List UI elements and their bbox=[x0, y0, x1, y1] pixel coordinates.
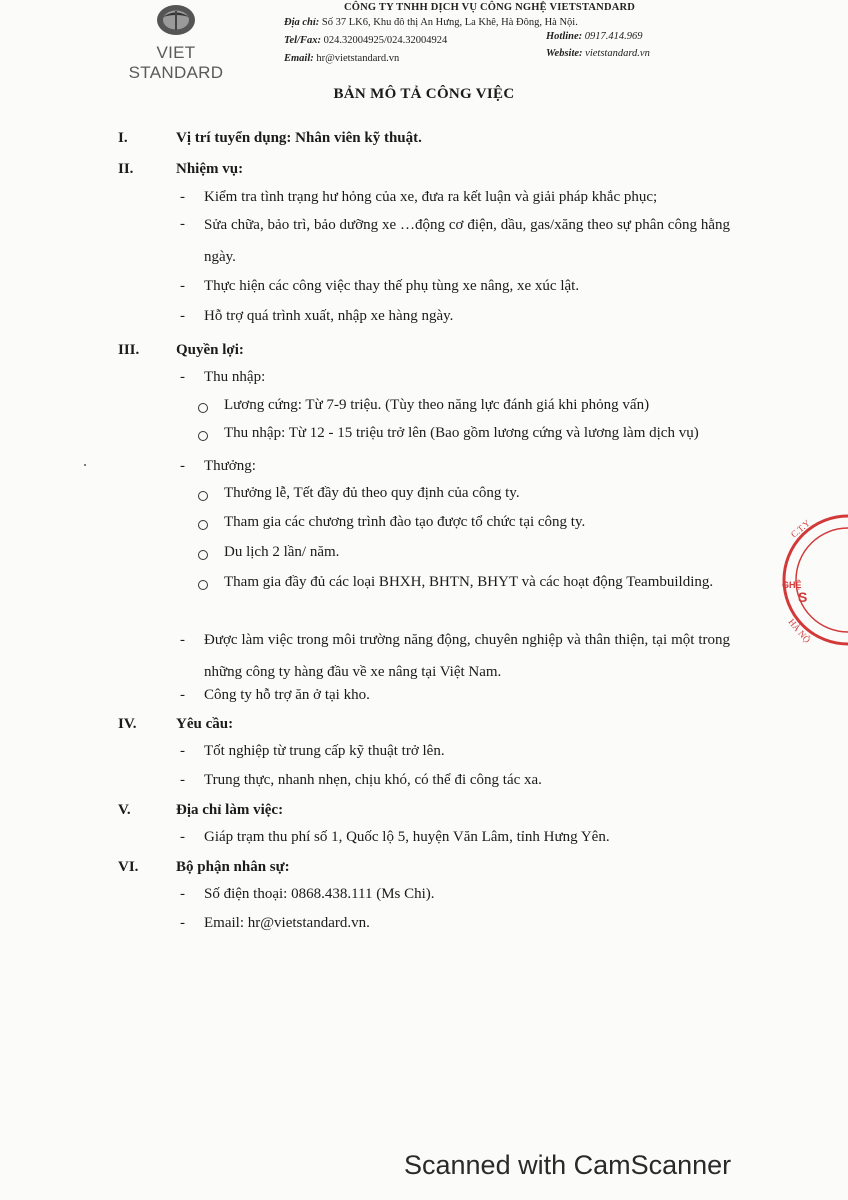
section-title-hr: Bộ phận nhân sự: bbox=[176, 859, 290, 875]
sub-item: Du lịch 2 lần/ năm. bbox=[224, 544, 340, 560]
list-item-income: Thu nhập: bbox=[204, 369, 266, 385]
svg-text:S: S bbox=[798, 589, 808, 605]
email-line: Email: hr@vietstandard.vn bbox=[284, 53, 400, 64]
company-info bbox=[284, 0, 734, 70]
section-number: II. bbox=[118, 161, 134, 177]
list-item: Tốt nghiệp từ trung cấp kỹ thuật trở lên. bbox=[204, 743, 445, 759]
bullet-dash: - bbox=[180, 829, 185, 845]
telfax-line: Tel/Fax: 024.32004925/024.32004924 bbox=[284, 35, 448, 46]
logo-text: VIET STANDARD bbox=[128, 43, 224, 82]
circle-bullet-icon bbox=[198, 431, 208, 441]
circle-bullet-icon bbox=[198, 520, 208, 530]
camscanner-watermark: Scanned with CamScanner bbox=[404, 1150, 732, 1180]
bullet-dash: - bbox=[180, 632, 185, 648]
logo-emblem-icon bbox=[153, 0, 199, 38]
sub-item: Tham gia các chương trình đào tạo được tổ chức tại công ty. bbox=[224, 514, 586, 530]
red-stamp-icon bbox=[778, 510, 848, 650]
company-name: CÔNG TY TNHH DỊCH VỤ CÔNG NGHỆ VIETSTANDARD bbox=[344, 2, 636, 13]
section-title-benefits: Quyền lợi: bbox=[176, 342, 244, 358]
bullet-dash: - bbox=[180, 772, 185, 788]
svg-text:C.T.Y: C.T.Y bbox=[788, 517, 813, 540]
website-line: Website: vietstandard.vn bbox=[546, 48, 650, 59]
section-number: I. bbox=[118, 130, 128, 146]
svg-text:GHỆ: GHỆ bbox=[782, 580, 802, 590]
list-item: Trung thực, nhanh nhẹn, chịu khó, có thể đi công tác xa. bbox=[204, 772, 542, 788]
bullet-dash: - bbox=[180, 369, 185, 385]
bullet-dash: - bbox=[180, 687, 185, 703]
list-item: Sửa chữa, bảo trì, bảo dưỡng xe …động cơ điện, dầu, gas/xăng theo sự phân công hằng ngày. bbox=[204, 217, 730, 265]
circle-bullet-icon bbox=[198, 580, 208, 590]
section-title-duties: Nhiệm vụ: bbox=[176, 161, 244, 177]
sub-item: Thưởng lễ, Tết đầy đủ theo quy định của công ty. bbox=[224, 485, 520, 501]
bullet-dash: - bbox=[180, 278, 185, 294]
bullet-dash: - bbox=[180, 189, 185, 205]
sub-item: Thu nhập: Từ 12 - 15 triệu trở lên (Bao gồm lương cứng và lương làm dịch vụ) bbox=[224, 425, 699, 441]
section-number: VI. bbox=[118, 859, 139, 875]
address-line: Địa chỉ: Số 37 LK6, Khu đô thị An Hưng, La Khê, Hà Đông, Hà Nội. bbox=[284, 17, 578, 28]
bullet-dash: - bbox=[180, 458, 185, 474]
bullet-dash: - bbox=[180, 216, 185, 232]
bullet-dash: - bbox=[180, 886, 185, 902]
hotline-line: Hotline: 0917.414.969 bbox=[546, 31, 643, 42]
section-number: V. bbox=[118, 802, 131, 818]
list-item: Hỗ trợ quá trình xuất, nhập xe hàng ngày. bbox=[204, 308, 454, 324]
section-title-location: Địa chỉ làm việc: bbox=[176, 802, 284, 818]
list-item-email: Email: hr@vietstandard.vn. bbox=[204, 915, 370, 931]
list-item: Được làm việc trong môi trường năng động, chuyên nghiệp và thân thiện, tại một trong những công ty hàng đầu về xe nâng tại Việt Nam. bbox=[204, 632, 730, 680]
svg-text:HÀ NỘ: HÀ NỘ bbox=[786, 616, 813, 645]
list-item: Kiểm tra tình trạng hư hỏng của xe, đưa ra kết luận và giải pháp khắc phục; bbox=[204, 189, 658, 205]
circle-bullet-icon bbox=[198, 403, 208, 413]
document-title: BẢN MÔ TẢ CÔNG VIỆC bbox=[333, 86, 515, 102]
list-item-bonus: Thưởng: bbox=[204, 458, 256, 474]
section-number: III. bbox=[118, 342, 140, 358]
bullet-dash: - bbox=[180, 915, 185, 931]
list-item: Công ty hỗ trợ ăn ở tại kho. bbox=[204, 687, 370, 703]
section-title-requirements: Yêu cầu: bbox=[176, 716, 234, 732]
section-number: IV. bbox=[118, 716, 137, 732]
list-item-phone: Số điện thoại: 0868.438.111 (Ms Chi). bbox=[204, 886, 435, 902]
section-title-position: Vị trí tuyển dụng: Nhân viên kỹ thuật. bbox=[176, 130, 422, 146]
scan-speck bbox=[84, 464, 86, 466]
bullet-dash: - bbox=[180, 743, 185, 759]
circle-bullet-icon bbox=[198, 550, 208, 560]
list-item: Thực hiện các công việc thay thế phụ tùng xe nâng, xe xúc lật. bbox=[204, 278, 580, 294]
circle-bullet-icon bbox=[198, 491, 208, 501]
bullet-dash: - bbox=[180, 308, 185, 324]
company-logo bbox=[108, 0, 244, 82]
sub-item: Tham gia đầy đủ các loại BHXH, BHTN, BHYT và các hoạt động Teambuilding. bbox=[224, 574, 714, 590]
list-item: Giáp trạm thu phí số 1, Quốc lộ 5, huyện Văn Lâm, tỉnh Hưng Yên. bbox=[204, 829, 610, 845]
sub-item: Lương cứng: Từ 7-9 triệu. (Tùy theo năng lực đánh giá khi phỏng vấn) bbox=[224, 397, 650, 413]
